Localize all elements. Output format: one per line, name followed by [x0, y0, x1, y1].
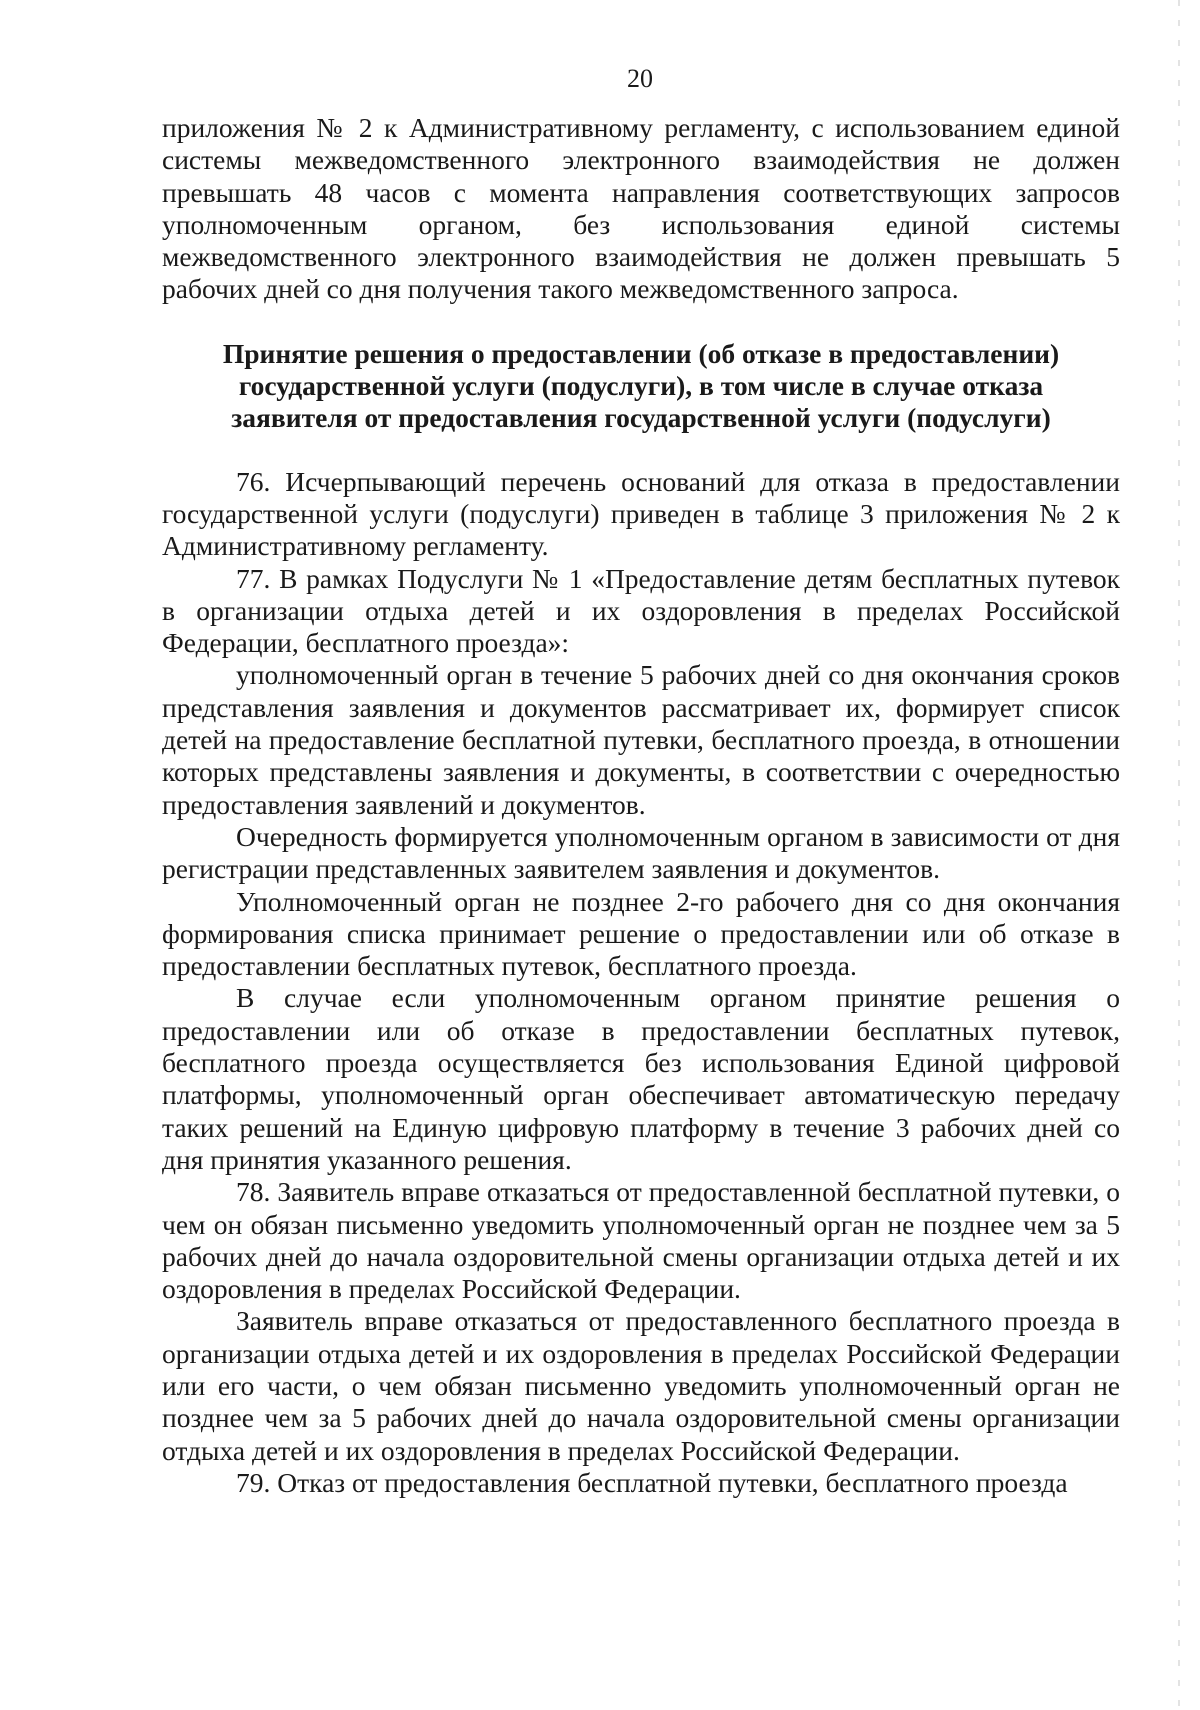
- paragraph-78: 78. Заявитель вправе отказаться от предоставленной бесплатной путевки, о чем он обязан письменно уведомить уполномоченный орган не позднее чем за 5 рабочих дней до начала оздоровительной смены организации отдыха детей и их оздоровления в пределах Российской Федерации.: [162, 1176, 1120, 1305]
- paragraph-77-decision: Уполномоченный орган не позднее 2-го рабочего дня со дня окончания формирования списка принимает решение о предоставлении или об отказе в предоставлении бесплатных путевок, бесплатного проезда.: [162, 885, 1120, 982]
- paragraph-79: 79. Отказ от предоставления бесплатной путевки, бесплатного проезда: [236, 1466, 1068, 1498]
- section-heading-line-2: государственной услуги (подуслуги), в том числе в случае отказа: [238, 370, 1044, 402]
- section-heading: [162, 338, 1120, 435]
- section-heading-line-1: Принятие решения о предоставлении (об отказе в предоставлении): [222, 337, 1060, 369]
- document-body: [162, 112, 1120, 1499]
- scan-edge-mark: [1178, 0, 1180, 1710]
- paragraph-78-travel: Заявитель вправе отказаться от предоставленного бесплатного проезда в организации отдыха детей и их оздоровления в пределах Российской Федерации или его части, о чем обязан письменно уведомить уполномоченный орган не позднее чем за 5 рабочих дней до начала оздоровительной смены организации отдыха детей и их оздоровления в пределах Российской Федерации.: [162, 1305, 1120, 1466]
- paragraph-76: 76. Исчерпывающий перечень оснований для отказа в предоставлении государственной услуги (подуслуги) приведен в таблице 3 приложения № 2 к Административному регламенту.: [162, 465, 1120, 562]
- page-number: 20: [627, 64, 653, 93]
- intro-paragraph: приложения № 2 к Административному регламенту, с использованием единой системы межведомственного электронного взаимодействия не должен превышать 48 часов с момента направления соответствующих запросов уполномоченным органом, без использования единой системы межведомственного электронного взаимодействия не должен превышать 5 рабочих дней со дня получения такого межведомственного запроса.: [162, 112, 1120, 305]
- paragraph-77-queue: Очередность формируется уполномоченным органом в зависимости от дня регистрации представленных заявителем заявления и документов.: [162, 820, 1120, 885]
- section-heading-line-3: заявителя от предоставления государственной услуги (подуслуги): [231, 402, 1051, 434]
- paragraph-77-review: уполномоченный орган в течение 5 рабочих дней со дня окончания сроков представления заявления и документов рассматривает их, формирует список детей на предоставление бесплатной путевки, бесплатного проезда, в отношении которых представлены заявления и документы, в соответствии с очередностью предоставления заявлений и документов.: [162, 659, 1120, 820]
- paragraph-77-transfer: В случае если уполномоченным органом принятие решения о предоставлении или об отказе в предоставлении бесплатных путевок, бесплатного проезда осуществляется без использования Единой цифровой платформы, уполномоченный орган обеспечивает автоматическую передачу таких решений на Единую цифровую платформу в течение 3 рабочих дней со дня принятия указанного решения.: [162, 982, 1120, 1175]
- paragraph-77: 77. В рамках Подуслуги № 1 «Предоставление детям бесплатных путевок в организации отдыха детей и их оздоровления в пределах Российской Федерации, бесплатного проезда»:: [162, 562, 1120, 659]
